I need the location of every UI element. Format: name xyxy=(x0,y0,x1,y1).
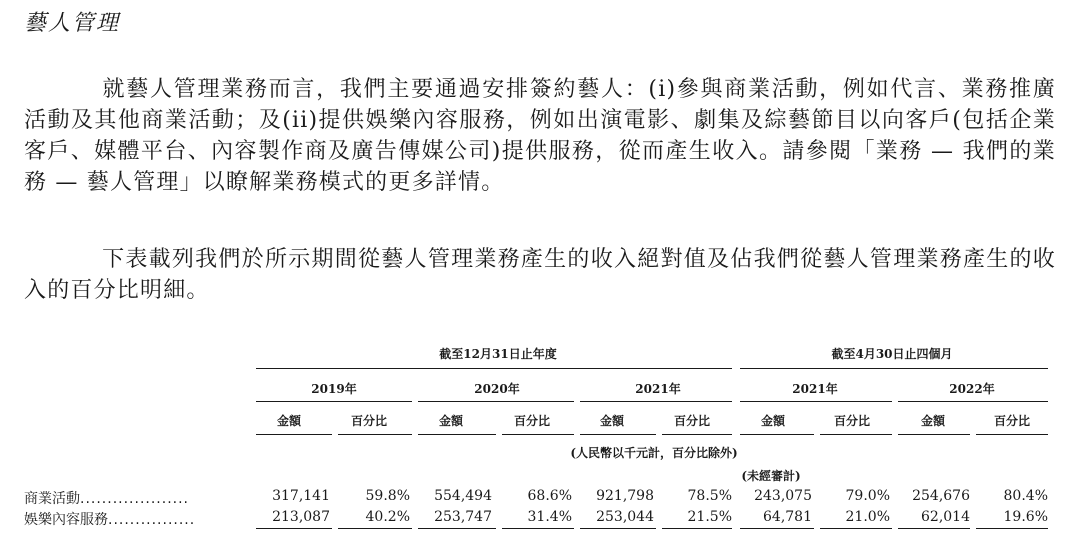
row-label-commercial xyxy=(24,488,189,508)
unaudited-note: (未經審計) xyxy=(741,469,801,483)
col-header-percent: 百分比 xyxy=(833,414,871,428)
period-header: 2019年 xyxy=(311,382,357,396)
table-cell: 79.0% xyxy=(845,488,890,504)
col-header-percent: 百分比 xyxy=(513,414,551,428)
col-rule xyxy=(820,434,892,435)
table-cell: 80.4% xyxy=(1003,488,1048,504)
value-rule xyxy=(662,528,732,529)
table-cell: 59.8% xyxy=(365,488,410,504)
col-rule xyxy=(976,434,1048,435)
col-header-percent: 百分比 xyxy=(993,414,1031,428)
value-rule xyxy=(976,528,1048,529)
unit-note: (人民幣以千元計，百分比除外) xyxy=(570,446,738,460)
value-rule xyxy=(898,528,970,529)
value-rule xyxy=(740,528,814,529)
row-label-text: 商業活動 xyxy=(24,491,80,507)
period-rule xyxy=(740,401,892,402)
col-header-amount: 金額 xyxy=(760,414,786,428)
table-cell: 554,494 xyxy=(434,488,492,504)
period-rule xyxy=(580,401,732,402)
section-heading: 藝人管理 xyxy=(24,11,121,36)
col-rule xyxy=(256,434,332,435)
col-header-percent: 百分比 xyxy=(350,414,388,428)
row-label-text: 娛樂內容服務 xyxy=(24,512,108,528)
group-rule-year xyxy=(256,368,732,369)
group-header-year: 截至12月31日止年度 xyxy=(439,347,557,361)
table-cell: 62,014 xyxy=(921,509,970,525)
row-label-entertainment xyxy=(24,509,195,529)
table-cell: 253,747 xyxy=(434,509,492,525)
table-intro-paragraph-text: 下表載列我們於所示期間從藝人管理業務產生的收入絕對值及佔我們從藝人管理業務產生的收入的百分比明細。 xyxy=(24,247,1056,303)
period-rule xyxy=(418,401,574,402)
table-cell: 254,676 xyxy=(912,488,970,504)
period-rule xyxy=(256,401,412,402)
table-cell: 78.5% xyxy=(687,488,732,504)
table-cell: 31.4% xyxy=(527,509,572,525)
intro-paragraph-text: 就藝人管理業務而言，我們主要通過安排簽約藝人：(i)參與商業活動，例如代言、業務推廣活動及其他商業活動；及(ii)提供娛樂內容服務，例如出演電影、劇集及綜藝節目以向客戶(包括企業客戶、媒體平台、內容製作商及廣告傳媒公司)提供服務，從而產生收入。請參閱「業務 — 我們的業務 — 藝人管理」以瞭解業務模式的更多詳情。 xyxy=(24,77,1056,195)
col-rule xyxy=(580,434,656,435)
table-cell: 921,798 xyxy=(596,488,654,504)
col-rule xyxy=(898,434,970,435)
table-cell: 21.5% xyxy=(687,509,732,525)
period-header: 2022年 xyxy=(949,382,995,396)
row-leader-dots: ................ xyxy=(108,512,196,528)
col-rule xyxy=(418,434,496,435)
col-rule xyxy=(502,434,574,435)
value-rule xyxy=(820,528,892,529)
table-cell: 243,075 xyxy=(754,488,812,504)
value-rule xyxy=(338,528,412,529)
col-header-amount: 金額 xyxy=(599,414,625,428)
col-header-percent: 百分比 xyxy=(673,414,711,428)
period-header: 2020年 xyxy=(474,382,520,396)
col-rule xyxy=(662,434,732,435)
col-header-amount: 金額 xyxy=(438,414,464,428)
value-rule xyxy=(256,528,332,529)
period-header: 2021年 xyxy=(635,382,681,396)
table-cell: 213,087 xyxy=(272,509,330,525)
table-cell: 40.2% xyxy=(365,509,410,525)
col-rule xyxy=(740,434,814,435)
row-leader-dots: .................... xyxy=(80,491,190,507)
col-header-amount: 金額 xyxy=(920,414,946,428)
period-rule xyxy=(898,401,1048,402)
col-header-amount: 金額 xyxy=(276,414,302,428)
table-cell: 19.6% xyxy=(1003,509,1048,525)
table-cell: 21.0% xyxy=(845,509,890,525)
value-rule xyxy=(580,528,656,529)
col-rule xyxy=(338,434,412,435)
period-header: 2021年 xyxy=(792,382,838,396)
group-header-four-months: 截至4月30日止四個月 xyxy=(831,347,953,361)
group-rule-four-months xyxy=(740,368,1048,369)
value-rule xyxy=(418,528,496,529)
table-cell: 68.6% xyxy=(527,488,572,504)
table-cell: 253,044 xyxy=(596,509,654,525)
value-rule xyxy=(502,528,574,529)
table-cell: 317,141 xyxy=(272,488,330,504)
table-cell: 64,781 xyxy=(763,509,812,525)
